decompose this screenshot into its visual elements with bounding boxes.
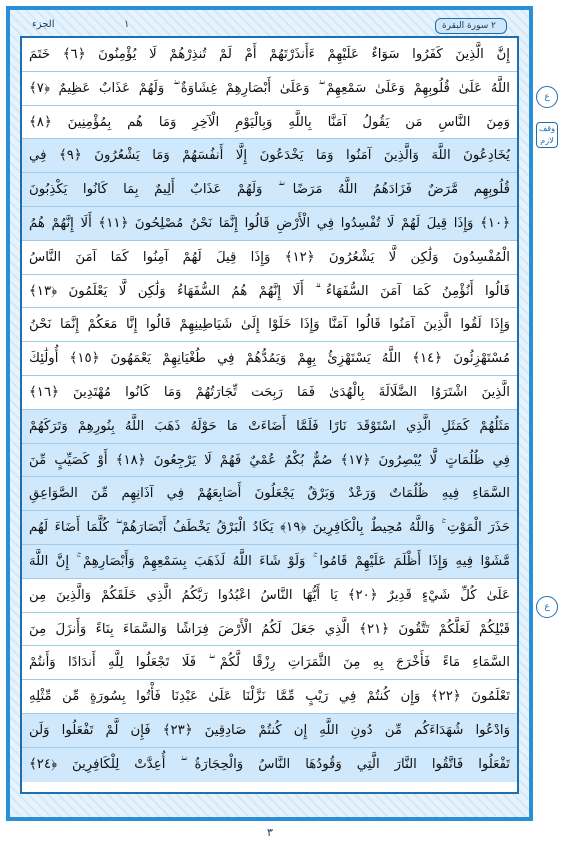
- text-line: ﴿١٠﴾ وَإِذَا قِيلَ لَهُمْ لَا تُفْسِدُوا فِي الْأَرْضِ قَالُوا إِنَّمَا نَحْنُ مُصْلِحُونَ ﴿١١﴾ أَلَا إِنَّهُمْ هُمُ: [22, 207, 517, 241]
- text-line: تَفْعَلُوا فَاتَّقُوا النَّارَ الَّتِي وَقُودُهَا النَّاسُ وَالْحِجَارَةُ ۖ أُعِدَّتْ لِلْكَافِرِينَ ﴿٢٤﴾: [22, 748, 517, 782]
- text-line: إِنَّ الَّذِينَ كَفَرُوا سَوَاءٌ عَلَيْهِمْ ءَأَنذَرْتَهُمْ أَمْ لَمْ تُنذِرْهُمْ لَا يُؤْمِنُونَ ﴿٦﴾ خَتَمَ: [22, 38, 517, 72]
- text-line: قُلُوبِهِم مَّرَضٌ فَزَادَهُمُ اللَّهُ مَرَضًا ۖ وَلَهُمْ عَذَابٌ أَلِيمٌ بِمَا كَانُوا يَكْذِبُونَ: [22, 173, 517, 207]
- surah-name: سورة البقرة: [441, 21, 489, 31]
- text-line: اللَّهُ عَلَىٰ قُلُوبِهِمْ وَعَلَىٰ سَمْعِهِمْ ۖ وَعَلَىٰ أَبْصَارِهِمْ غِشَاوَةٌ ۖ وَلَهُمْ عَذَابٌ عَظِيمٌ ﴿٧﴾: [22, 72, 517, 106]
- text-line: السَّمَاءِ مَاءً فَأَخْرَجَ بِهِ مِنَ الثَّمَرَاتِ رِزْقًا لَّكُمْ ۖ فَلَا تَجْعَلُوا لِلَّهِ أَندَادًا وَأَنتُمْ: [22, 646, 517, 680]
- text-line: عَلَىٰ كُلِّ شَيْءٍ قَدِيرٌ ﴿٢٠﴾ يَا أَيُّهَا النَّاسُ اعْبُدُوا رَبَّكُمُ الَّذِي خَلَقَكُمْ وَالَّذِينَ مِن: [22, 579, 517, 613]
- ruku-marker: ع: [536, 86, 558, 108]
- text-line: الَّذِينَ اشْتَرَوُا الضَّلَالَةَ بِالْهُدَىٰ فَمَا رَبِحَت تِّجَارَتُهُمْ وَمَا كَانُوا مُهْتَدِينَ ﴿١٦﴾: [22, 376, 517, 410]
- text-line: وَإِذَا لَقُوا الَّذِينَ آمَنُوا قَالُوا آمَنَّا وَإِذَا خَلَوْا إِلَىٰ شَيَاطِينِهِمْ قَالُوا إِنَّا مَعَكُمْ إِنَّمَا نَحْنُ: [22, 308, 517, 342]
- text-line: فِي ظُلُمَاتٍ لَّا يُبْصِرُونَ ﴿١٧﴾ صُمٌّ بُكْمٌ عُمْيٌ فَهُمْ لَا يَرْجِعُونَ ﴿١٨﴾ أَوْ كَصَيِّبٍ مِّنَ: [22, 444, 517, 478]
- text-line: مَّشَوْا فِيهِ وَإِذَا أَظْلَمَ عَلَيْهِمْ قَامُوا ۚ وَلَوْ شَاءَ اللَّهُ لَذَهَبَ بِسَمْعِهِمْ وَأَبْصَارِهِمْ ۚ إِنَّ اللَّهَ: [22, 545, 517, 579]
- text-line: وَادْعُوا شُهَدَاءَكُم مِّن دُونِ اللَّهِ إِن كُنتُمْ صَادِقِينَ ﴿٢٣﴾ فَإِن لَّمْ تَفْعَلُوا وَلَن: [22, 714, 517, 748]
- text-panel: [20, 36, 519, 794]
- text-line: مَثَلُهُمْ كَمَثَلِ الَّذِي اسْتَوْقَدَ نَارًا فَلَمَّا أَضَاءَتْ مَا حَوْلَهُ ذَهَبَ اللَّهُ بِنُورِهِمْ وَتَرَكَهُمْ: [22, 410, 517, 444]
- page-header: [26, 18, 513, 34]
- surah-title-badge: [435, 18, 507, 34]
- juz-number: ١: [124, 19, 130, 30]
- ruku-marker: ع: [536, 596, 558, 618]
- text-line: السَّمَاءِ فِيهِ ظُلُمَاتٌ وَرَعْدٌ وَبَرْقٌ يَجْعَلُونَ أَصَابِعَهُمْ فِي آذَانِهِم مِّنَ الصَّوَاعِقِ: [22, 477, 517, 511]
- waqf-marker: وقف لازم: [536, 122, 558, 148]
- text-line: وَمِنَ النَّاسِ مَن يَقُولُ آمَنَّا بِاللَّهِ وَبِالْيَوْمِ الْآخِرِ وَمَا هُم بِمُؤْمِنِينَ ﴿٨﴾: [22, 106, 517, 140]
- page-frame: [6, 6, 533, 821]
- juz-label: الجزء: [32, 19, 55, 30]
- text-line: يُخَادِعُونَ اللَّهَ وَالَّذِينَ آمَنُوا وَمَا يَخْدَعُونَ إِلَّا أَنفُسَهُمْ وَمَا يَشْعُرُونَ ﴿٩﴾ فِي: [22, 139, 517, 173]
- text-line: حَذَرَ الْمَوْتِ ۚ وَاللَّهُ مُحِيطٌ بِالْكَافِرِينَ ﴿١٩﴾ يَكَادُ الْبَرْقُ يَخْطَفُ أَبْصَارَهُمْ ۖ كُلَّمَا أَضَاءَ لَهُم: [22, 511, 517, 545]
- surah-number: ٢: [491, 21, 496, 31]
- text-line: قَالُوا أَنُؤْمِنُ كَمَا آمَنَ السُّفَهَاءُ ۗ أَلَا إِنَّهُمْ هُمُ السُّفَهَاءُ وَلَٰكِن لَّا يَعْلَمُونَ ﴿١٣﴾: [22, 275, 517, 309]
- page-number: ٣: [267, 826, 273, 839]
- text-line: الْمُفْسِدُونَ وَلَٰكِن لَّا يَشْعُرُونَ ﴿١٢﴾ وَإِذَا قِيلَ لَهُمْ آمِنُوا كَمَا آمَنَ النَّاسُ: [22, 241, 517, 275]
- text-line: مُسْتَهْزِئُونَ ﴿١٤﴾ اللَّهُ يَسْتَهْزِئُ بِهِمْ وَيَمُدُّهُمْ فِي طُغْيَانِهِمْ يَعْمَهُونَ ﴿١٥﴾ أُولَٰئِكَ: [22, 342, 517, 376]
- text-line: تَعْلَمُونَ ﴿٢٢﴾ وَإِن كُنتُمْ فِي رَيْبٍ مِّمَّا نَزَّلْنَا عَلَىٰ عَبْدِنَا فَأْتُوا بِسُورَةٍ مِّن مِّثْلِهِ: [22, 680, 517, 714]
- text-line: قَبْلِكُمْ لَعَلَّكُمْ تَتَّقُونَ ﴿٢١﴾ الَّذِي جَعَلَ لَكُمُ الْأَرْضَ فِرَاشًا وَالسَّمَاءَ بِنَاءً وَأَنزَلَ مِنَ: [22, 613, 517, 647]
